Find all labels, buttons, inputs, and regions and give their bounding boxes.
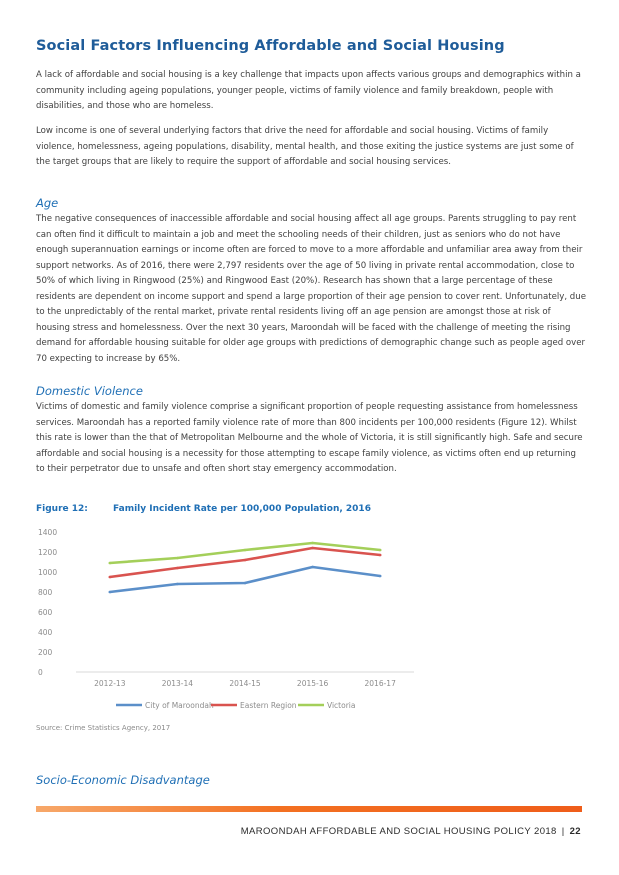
x-tick-label: 2012-13 [94, 679, 126, 688]
figure-caption [36, 504, 371, 514]
domestic-violence-paragraph: Victims of domestic and family violence comprise a significant proportion of people requesting assistance from homelessness services. Maroondah has a reported family violence rate of more than 800 incidents per 100,000 residents (Figure 12). Whilst this rate is lower than the that of Metropolitan Melbourne and the whole of Victoria, it is still significantly high. Safe and secure affordable and social housing is a necessity for those attempting to escape family violence, as victims often end up returning to their perpetrator due to unsafe and often short stay emergency accommodation. [36, 402, 583, 474]
data-point [311, 542, 314, 545]
y-tick-label: 1200 [38, 548, 58, 557]
figure-title: Family Incident Rate per 100,000 Population, 2016 [113, 504, 371, 514]
age-heading: Age [36, 196, 59, 210]
data-point [176, 557, 179, 560]
data-point [244, 559, 247, 562]
family-incident-line-chart [36, 520, 416, 716]
data-point [176, 583, 179, 586]
y-tick-label: 600 [38, 608, 53, 617]
footer-accent-bar [36, 806, 582, 812]
data-point [379, 549, 382, 552]
data-point [176, 567, 179, 570]
page-title: Social Factors Influencing Affordable and Social Housing [36, 38, 505, 54]
age-paragraph: The negative consequences of inaccessible affordable and social housing affect all age groups. Parents struggling to pay rent can often find it difficult to maintain a job and meet the schooling needs of their children, just as seniors who do not have enough superannuation earnings or income often are forced to move to a more affordable and unfamiliar area away from their support networks. As of 2016, there were 2,797 residents over the age of 50 living in private rental accommodation, close to 50% of which living in Ringwood (25%) and Ringwood East (20%). Research has shown that a large percentage of these residents are dependent on income support and spend a large proportion of their age pension to cover rent. Unfortunately, due to the unpredictably of the rental market, private rental residents living off an age pension are amongst those at risk of housing stress and homelessness. Over the next 30 years, Maroondah will be faced with the challenge of meeting the rising demand for affordable housing suitable for older age groups with predictions of demographic change such as people aged over 70 expecting to increase by 65%. [36, 214, 586, 364]
legend-label: Eastern Region [240, 701, 297, 710]
data-point [379, 554, 382, 557]
data-point [311, 566, 314, 569]
intro-paragraph-2: Low income is one of several underlying factors that drive the need for affordable and social housing. Victims of family violence, homelessness, ageing populations, disability, mental health, and those exiting the justice systems are just some of the target groups that are likely to require the support of affordable and social housing services. [36, 126, 574, 167]
y-tick-label: 1400 [38, 528, 58, 537]
footer-title: MAROONDAH AFFORDABLE AND SOCIAL HOUSING POLICY 2018 [240, 826, 557, 837]
series-line [110, 548, 380, 577]
data-point [311, 547, 314, 550]
data-point [109, 576, 112, 579]
legend-label: Victoria [327, 701, 356, 710]
figure-source: Source: Crime Statistics Agency, 2017 [36, 724, 171, 732]
y-tick-label: 0 [38, 668, 43, 677]
data-point [109, 562, 112, 565]
footer-separator: | [561, 826, 565, 837]
domestic-violence-heading: Domestic Violence [36, 384, 143, 398]
x-tick-label: 2015-16 [296, 679, 329, 688]
data-point [109, 591, 112, 594]
y-tick-label: 200 [38, 648, 53, 657]
socio-economic-heading: Socio-Economic Disadvantage [36, 773, 210, 787]
data-point [244, 582, 247, 585]
y-tick-label: 1000 [38, 568, 58, 577]
intro-paragraph-1: A lack of affordable and social housing is a key challenge that impacts upon affects various groups and demographics within a community including ageing populations, younger people, victims of family violence and family breakdown, people with disabilities, and those who are homeless. [36, 70, 581, 111]
y-tick-label: 800 [38, 588, 53, 597]
figure-number: Figure 12: [36, 504, 88, 514]
page-number: 22 [569, 826, 581, 837]
page-footer [241, 826, 581, 837]
x-tick-label: 2014-15 [229, 679, 261, 688]
legend-label: City of Maroondah [145, 701, 214, 710]
data-point [379, 575, 382, 578]
x-tick-label: 2016-17 [364, 679, 396, 688]
x-tick-label: 2013-14 [161, 679, 194, 688]
y-tick-label: 400 [38, 628, 53, 637]
data-point [244, 549, 247, 552]
